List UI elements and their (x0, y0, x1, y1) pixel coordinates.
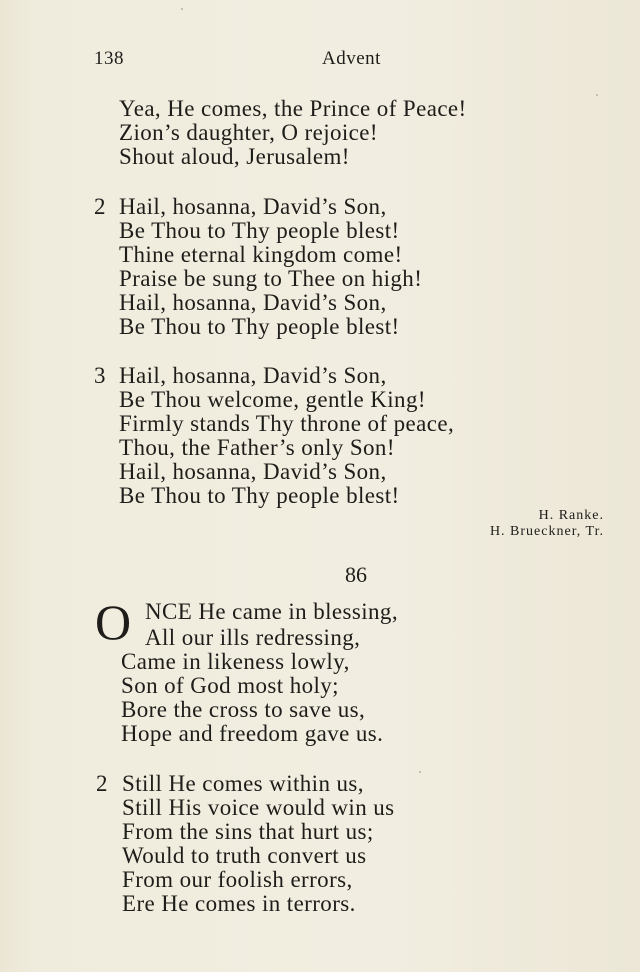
verse-line: Zion’s daughter, O rejoice! (119, 120, 378, 145)
paper-speck (181, 8, 183, 10)
verse-line: Praise be sung to Thee on high! (119, 266, 423, 291)
verse-line: Still He comes within us, (122, 771, 364, 796)
verse-line: Be Thou to Thy people blest! (119, 483, 400, 508)
verse-line: Still His voice would win us (122, 795, 395, 820)
verse-line: Be Thou to Thy people blest! (119, 218, 400, 243)
verse-line: Shout aloud, Jerusalem! (119, 144, 350, 169)
paper-speck (596, 94, 598, 96)
paper-speck (419, 771, 421, 773)
verse-line: Yea, He comes, the Prince of Peace! (119, 96, 467, 121)
verse-line: Came in likeness lowly, (121, 649, 350, 674)
verse-line-first: NCE He came in blessing, (145, 599, 398, 624)
verse-line: Thine eternal kingdom come! (119, 242, 403, 267)
verse-line: Son of God most holy; (121, 673, 339, 698)
verse-line: Bore the cross to save us, (121, 697, 366, 722)
hymn-number: 86 (345, 562, 367, 587)
verse-line: Firmly stands Thy throne of peace, (119, 411, 455, 436)
stanza-number: 3 (94, 363, 106, 388)
verse-line: Hail, hosanna, David’s Son, (119, 194, 387, 219)
drop-cap: O (95, 594, 132, 650)
page-number: 138 (94, 48, 124, 69)
verse-line: Be Thou welcome, gentle King! (119, 387, 426, 412)
translator-credit: H. Brueckner, Tr. (489, 524, 604, 539)
verse-line: From our foolish errors, (122, 867, 353, 892)
author-credit: H. Ranke. (538, 508, 604, 523)
stanza-number: 2 (94, 194, 106, 219)
verse-line: Hail, hosanna, David’s Son, (119, 290, 387, 315)
verse-line: From the sins that hurt us; (122, 819, 374, 844)
verse-line: All our ills redressing, (145, 625, 361, 650)
verse-line: Be Thou to Thy people blest! (119, 314, 400, 339)
verse-line: Thou, the Father’s only Son! (119, 435, 395, 460)
stanza-number: 2 (96, 771, 108, 796)
verse-line: Would to truth convert us (122, 843, 367, 868)
running-title: Advent (322, 48, 381, 69)
verse-line: Hail, hosanna, David’s Son, (119, 363, 387, 388)
verse-line: Ere He comes in terrors. (122, 891, 356, 916)
page-header (0, 48, 640, 72)
verse-line: Hope and freedom gave us. (121, 721, 384, 746)
verse-line: Hail, hosanna, David’s Son, (119, 459, 387, 484)
